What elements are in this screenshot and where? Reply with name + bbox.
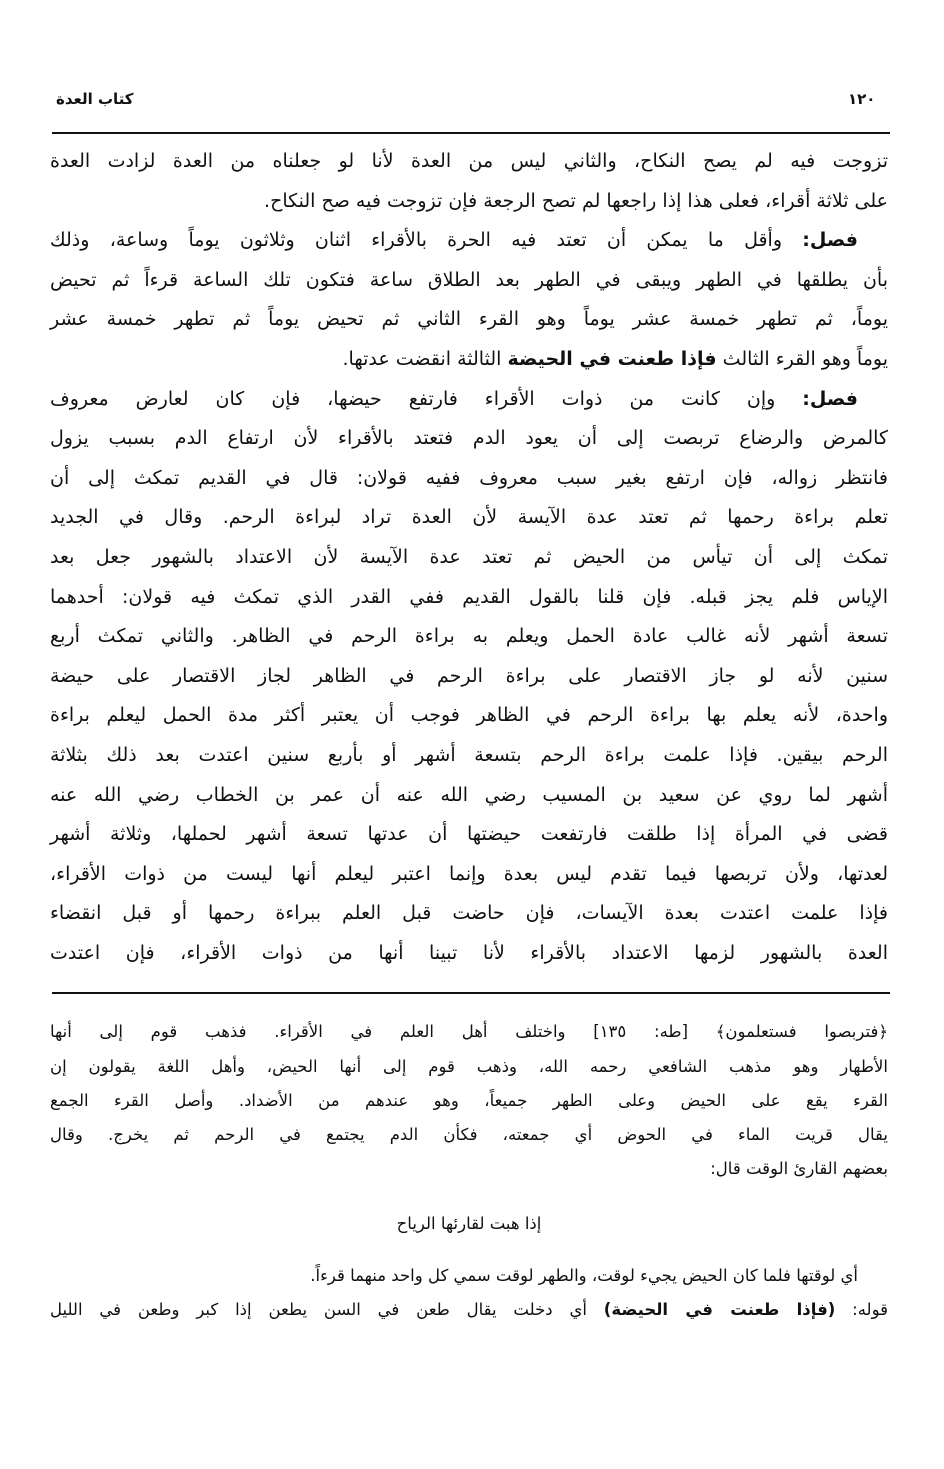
text-line [50,625,888,648]
text-line [50,665,888,688]
text-run: الرحم بيقين. فإذا علمت براءة الرحم بتسعة أشهر أو بأربع سنين اعتدت بعد ذلك بثلاثة [50,744,888,766]
text-run: تزوجت فيه لم يصح النكاح، والثاني ليس من العدة لأنا لو جعلناه من العدة لزادت العدة [50,150,888,172]
text-line [50,546,888,569]
text-line [50,150,888,173]
text-run: الأطهار وهو مذهب الشافعي رحمه الله، وذهب قوم إلى أنها الحيض، وأهل اللغة يقولون إن [50,1057,888,1076]
bold-phrase: فصل: [802,229,858,252]
page-number: ١٢٠ [848,90,876,108]
bold-phrase: فصل: [802,387,858,410]
text-line [50,704,888,727]
text-run: يوماً وهو القرء الثالث [716,348,888,370]
text-run: على ثلاثة أقراء، فعلى هذا إذا راجعها لم تصح الرجعة فإن تزوجت فيه صح النكاح. [264,189,888,212]
bold-phrase: (فإذا طعنت في الحيضة) [603,1300,836,1319]
text-line [50,744,888,767]
text-run: ﴿فتربصوا فستعلمون﴾ [طه: ١٣٥] واختلف أهل العلم في الأقراء. فذهب قوم إلى أنها [50,1022,888,1041]
text-run: قضى في المرأة إذا طلقت فارتفعت حيضتها أن عدتها تسعة أشهر لحملها، وثلاثة أشهر [50,823,888,846]
text-line [50,308,888,331]
footnote-line [50,1022,888,1042]
text-line [50,784,888,807]
text-line [50,586,888,609]
footnote-line [50,1300,888,1320]
text-run: واحدة، لأنه يعلم بها براءة الرحم في الظاهر فوجب أن يعتبر أكثر مدة الحمل ليعلم براءة [50,704,888,727]
text-line [50,427,888,450]
text-line [50,942,888,965]
text-run: سنين لأنه لو جاز الاقتصار على براءة الرحم في الظاهر لجاز الاقتصار على حيضة [50,664,888,687]
footnote-separator [52,992,890,994]
text-run: تعلم براءة رحمها ثم تعتد عدة الآيسة لأن العدة تراد لبراءة الرحم. وقال في الجديد [50,506,888,529]
text-run: وإن كانت من ذوات الأقراء فارتفع حيضها، فإن كان لعارض معروف [50,387,803,410]
text-run: كالمرض والرضاع تربصت إلى أن يعود الدم فتعتد بالأقراء لأن ارتفاع الدم بسبب يزول [50,427,888,450]
footnote-line [50,1159,888,1179]
text-run: الإياس فلم يجز قبله. فإن قلنا بالقول القديم ففي القدر الذي تمكث فيه قولان: أحدهما [50,585,888,608]
text-run: القرء يقع على الحيض وعلى الطهر جميعاً، وهو عندهم من الأضداد. وأصل القرء الجمع [50,1091,888,1110]
text-line [50,467,888,490]
text-run: يقال قريت الماء في الحوض أي جمعته، فكأن الدم يجتمع في الرحم ثم يخرج. وقال [50,1125,888,1144]
text-line [50,348,888,371]
text-line [50,388,888,411]
text-run: وأقل ما يمكن أن تعتد فيه الحرة بالأقراء اثنان وثلاثون يوماً وساعة، وذلك [50,229,803,252]
footnote-line [50,1057,888,1077]
text-run: الثالثة انقضت عدتها. [342,348,508,370]
footnote-line [50,1125,888,1145]
text-run: فإذا علمت اعتدت بعدة الآيسات، فإن حاضت قبل العلم ببراءة رحمها أو قبل انقضاء [50,902,888,925]
text-line [50,506,888,529]
text-line [50,902,888,925]
text-line [50,190,888,213]
text-run: قوله: [835,1300,888,1319]
text-run: تسعة أشهر لأنه غالب عادة الحمل ويعلم به براءة الرحم في الظاهر. والثاني تمكث أربع [50,625,888,648]
text-line [50,269,888,292]
text-run: أي دخلت يقال طعن في السن يطعن إذا كبر وطعن في الليل [50,1300,604,1319]
text-line [50,863,888,886]
text-run: إذا هبت لقارئها الرياح [396,1214,542,1233]
text-run: أي لوقتها فلما كان الحيض يجيء لوقت، والطهر لوقت سمي كل واحد منهما قرءاً. [310,1266,858,1285]
text-run: بأن يطلقها في الطهر ويبقى في الطهر بعد الطلاق ساعة فتكون تلك الساعة قرءاً ثم تحيض [50,268,888,291]
verse-line [50,1214,888,1234]
text-line [50,823,888,846]
text-run: تمكث إلى أن تيأس من الحيض ثم تعتد عدة الآيسة لأن الاعتداد بالشهور جعل بعد [50,546,888,568]
text-run: فانتظر زواله، فإن ارتفع بغير سبب معروف ففيه قولان: قال في القديم تمكث إلى أن [50,466,888,489]
text-line [50,229,888,252]
text-run: أشهر لما روي عن سعيد بن المسيب رضي الله عنه أن عمر بن الخطاب رضي الله عنه [50,783,888,806]
text-run: بعضهم القارئ الوقت قال: [710,1159,888,1178]
text-run: يوماً، ثم تطهر خمسة عشر يوماً وهو القرء الثاني ثم تحيض يوماً ثم تطهر خمسة عشر [50,308,888,331]
text-run: لعدتها، ولأن تربصها فيما تقدم ليس بعدة وإنما اعتبر ليعلم أنها ليست من ذوات الأقراء، [50,862,888,885]
running-header-title: كتاب العدة [56,90,134,108]
text-run: العدة بالشهور لزمها الاعتداد بالأقراء لأنا تبينا أنها من ذوات الأقراء، فإن اعتدت [50,942,888,964]
header-rule [52,132,890,134]
footnote-line [50,1091,888,1111]
bold-phrase: فإذا طعنت في الحيضة [507,348,717,370]
footnote-line [50,1266,888,1286]
